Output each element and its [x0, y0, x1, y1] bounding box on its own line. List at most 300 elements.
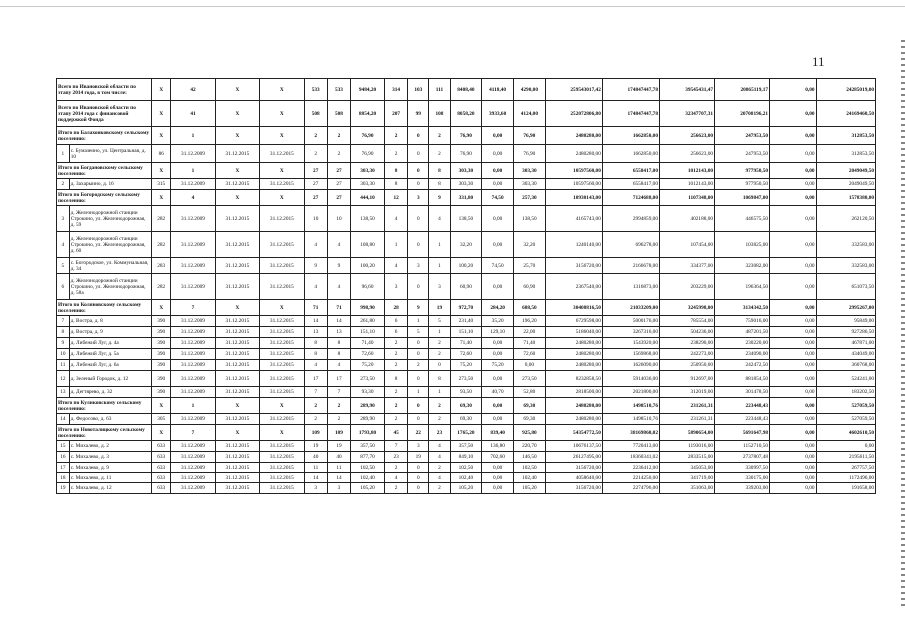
table-row [57, 441, 876, 452]
table-cell: 2 [327, 414, 350, 425]
table-cell: 759016,00 [715, 316, 770, 327]
table-cell: 31.12.2015 [260, 258, 304, 274]
table-cell: 5 [408, 327, 429, 338]
table-cell: 31.12.2009 [171, 274, 215, 300]
table-cell: 10597560,00 [545, 163, 602, 179]
table-cell: 7124688,00 [602, 190, 659, 206]
table-row [57, 274, 876, 300]
subtotal-label: Всего по Ивановской области по этапу 2014 года, в том числе: [57, 79, 152, 101]
table-cell: 0,00 [482, 145, 514, 163]
table-cell: 8 [304, 349, 327, 360]
table-cell: 8058,20 [450, 101, 482, 127]
table-cell: 256623,00 [659, 127, 714, 145]
table-cell: 0,00 [770, 190, 817, 206]
table-cell: 18360341,02 [602, 452, 659, 463]
table-row [57, 145, 876, 163]
table-cell: 977950,50 [715, 179, 770, 190]
table-cell: 31.12.2015 [260, 483, 304, 494]
table-cell: 651073,50 [816, 274, 875, 300]
table-cell: 45 [384, 425, 407, 441]
table-cell: 977950,50 [715, 163, 770, 179]
table-cell: Х [260, 398, 304, 414]
table-row [57, 360, 876, 371]
table-cell: 262120,50 [816, 206, 875, 232]
row-number: 8 [57, 327, 70, 338]
table-cell: 0,00 [816, 441, 875, 452]
table-cell: 31.12.2015 [215, 452, 259, 463]
table-cell: 27 [304, 190, 327, 206]
table-cell: 203229,00 [659, 274, 714, 300]
table-cell: 242273,00 [659, 349, 714, 360]
row-number: 15 [57, 441, 70, 452]
subtotal-label: Итого по Богородскому сельскому поселению: [57, 190, 152, 206]
address-cell: с. Михалево, д. 2 [69, 441, 152, 452]
table-cell: 72,60 [514, 349, 546, 360]
address-cell: с. Михалево, д. 9 [69, 463, 152, 473]
table-cell: 93,50 [450, 387, 482, 398]
table-cell: 0,00 [770, 316, 817, 327]
table-cell: 0,00 [482, 127, 514, 145]
table-cell: 14 [304, 473, 327, 483]
table-cell: 31.12.2009 [171, 349, 215, 360]
table-cell: 1107348,00 [659, 190, 714, 206]
table-cell: 1543920,00 [602, 338, 659, 349]
table-cell: 207 [384, 101, 407, 127]
table-cell: 31.12.2009 [171, 206, 215, 232]
table-cell: Х [260, 425, 304, 441]
table-cell: 1 [171, 163, 215, 179]
table-cell: 138,50 [351, 206, 385, 232]
table-cell: 2480280,00 [545, 349, 602, 360]
table-cell: 31.12.2015 [260, 473, 304, 483]
table-cell: 7 [304, 387, 327, 398]
table-cell: 527059,50 [816, 414, 875, 425]
table-cell: 108 [429, 101, 450, 127]
table-cell: 60,90 [514, 274, 546, 300]
table-cell: 2994859,00 [602, 206, 659, 232]
table-cell: 4 [429, 473, 450, 483]
table-cell: 345053,00 [659, 463, 714, 473]
table-cell: 31.12.2015 [260, 360, 304, 371]
table-cell: 357,50 [351, 441, 385, 452]
table-cell: 75,20 [450, 360, 482, 371]
table-cell: 314 [384, 79, 407, 101]
table-cell: 20865119,17 [715, 79, 770, 101]
table-cell: 1012143,00 [659, 179, 714, 190]
table-cell: 3 [429, 274, 450, 300]
table-cell: 1 [384, 232, 407, 258]
table-cell: 0,00 [770, 452, 817, 463]
table-cell: 11 [304, 463, 327, 473]
table-cell: 31.12.2009 [171, 360, 215, 371]
row-number: 6 [57, 274, 70, 300]
table-cell: 2 [304, 398, 327, 414]
row-number: 16 [57, 452, 70, 463]
table-cell: 0,00 [482, 398, 514, 414]
table-cell: 129,10 [482, 327, 514, 338]
table-cell: 4 [327, 360, 350, 371]
table-cell: 0,00 [770, 127, 817, 145]
table-cell: 402188,00 [659, 206, 714, 232]
table-cell: 785554,00 [659, 316, 714, 327]
table-cell: 102,40 [351, 473, 385, 483]
table-cell: 42 [171, 79, 215, 101]
table-cell: 52,80 [514, 387, 546, 398]
table-cell: 8 [429, 179, 450, 190]
table-cell: 71 [304, 300, 327, 316]
table-cell: 0,00 [770, 483, 817, 494]
table-cell: 2 [384, 349, 407, 360]
table-cell: 151,10 [351, 327, 385, 338]
table-cell: 2367540,00 [545, 274, 602, 300]
table-cell: 282 [152, 232, 171, 258]
table-cell: 138,50 [514, 206, 546, 232]
table-cell: 2 [429, 483, 450, 494]
table-cell: 76,90 [514, 145, 546, 163]
table-cell: 31.12.2015 [215, 179, 259, 190]
table-cell: 32347707,31 [659, 101, 714, 127]
table-cell: Х [260, 127, 304, 145]
table-cell: 8 [429, 163, 450, 179]
table-cell: 31.12.2015 [260, 452, 304, 463]
table-cell: 6558417,00 [602, 163, 659, 179]
table-cell: 10 [304, 206, 327, 232]
table-cell: 174847447,78 [602, 79, 659, 101]
table-cell: 25,70 [514, 258, 546, 274]
table-cell: 151,10 [450, 327, 482, 338]
table-cell: 24285019,00 [816, 79, 875, 101]
table-cell: 8232858,50 [545, 371, 602, 387]
table-cell: 3 [408, 190, 429, 206]
table-cell: 103825,00 [715, 232, 770, 258]
table-cell: 0,00 [482, 483, 514, 494]
table-cell: 102,40 [514, 473, 546, 483]
table-cell: 31.12.2015 [215, 327, 259, 338]
table-cell: 259543017,42 [545, 79, 602, 101]
row-number: 12 [57, 371, 70, 387]
table-cell: 487201,50 [715, 327, 770, 338]
table-cell: 14 [327, 473, 350, 483]
table-cell: 390 [152, 349, 171, 360]
table-cell: 8854,20 [351, 101, 385, 127]
table-cell: Х [215, 425, 259, 441]
table-cell: 2 [429, 398, 450, 414]
table-cell: 0 [408, 127, 429, 145]
table-cell: 0 [408, 349, 429, 360]
table-cell: 31.12.2015 [215, 483, 259, 494]
table-cell: 5 [429, 316, 450, 327]
table-cell: 0 [408, 179, 429, 190]
table-cell: 0,00 [482, 371, 514, 387]
table-cell: 0,00 [770, 300, 817, 316]
table-cell: 303,30 [351, 163, 385, 179]
table-cell: 1498510,76 [602, 414, 659, 425]
row-number: 3 [57, 206, 70, 232]
table-cell: 3245998,00 [659, 300, 714, 316]
table-cell: 191658,00 [816, 483, 875, 494]
table-cell: 0,00 [482, 163, 514, 179]
table-cell: 2 [429, 338, 450, 349]
table-cell: 5890654,00 [659, 425, 714, 441]
table-cell: 146,50 [514, 452, 546, 463]
table-cell: 4 [429, 452, 450, 463]
table-cell: 31.12.2015 [260, 387, 304, 398]
table-cell: Х [152, 398, 171, 414]
table-cell: 72,60 [351, 349, 385, 360]
table-cell: 12 [384, 190, 407, 206]
table-cell: 6558417,00 [602, 179, 659, 190]
table-cell: 332583,00 [816, 232, 875, 258]
address-cell: д. Железнодорожной станции Строкино, ул. Железнодорожная, д. 60 [69, 232, 152, 258]
table-cell: 877,70 [351, 452, 385, 463]
table-cell: 31.12.2015 [260, 327, 304, 338]
table-cell: 24169460,50 [816, 101, 875, 127]
table-cell: 14 [327, 316, 350, 327]
table-cell: 223448,43 [715, 398, 770, 414]
table-cell: 303,30 [351, 179, 385, 190]
table-cell: 696278,00 [602, 232, 659, 258]
table-cell: 334377,00 [659, 258, 714, 274]
table-cell: 1 [429, 258, 450, 274]
address-cell: с. Михалево, д. 3 [69, 452, 152, 463]
table-cell: 223448,43 [715, 414, 770, 425]
table-cell: 3 [327, 483, 350, 494]
table-cell: 174847447,78 [602, 101, 659, 127]
table-cell: 4 [384, 473, 407, 483]
table-cell: 0 [408, 473, 429, 483]
address-cell: д. Железнодорожной станции Строкино, ул. Железнодорожная, д. 58а [69, 274, 152, 300]
table-row [57, 414, 876, 425]
table-row [57, 463, 876, 473]
table-cell: 31.12.2015 [260, 206, 304, 232]
table-cell: Х [215, 300, 259, 316]
table-cell: 312019,00 [659, 387, 714, 398]
row-number: 17 [57, 463, 70, 473]
row-number: 2 [57, 179, 70, 190]
table-cell: 0,00 [770, 360, 817, 371]
table-cell: 41 [171, 101, 215, 127]
table-cell: 0,00 [482, 206, 514, 232]
table-row [57, 349, 876, 360]
table-cell: 2737807,48 [715, 452, 770, 463]
table-cell: 283 [152, 258, 171, 274]
table-cell: 31.12.2009 [171, 232, 215, 258]
table-cell: 390 [152, 387, 171, 398]
table-cell: 2 [304, 127, 327, 145]
table-cell: 0,00 [482, 274, 514, 300]
table-cell: Х [152, 190, 171, 206]
table-cell: 2480280,00 [545, 145, 602, 163]
table-cell: 38169860,02 [602, 425, 659, 441]
table-row [57, 473, 876, 483]
row-number: 9 [57, 338, 70, 349]
table-row [57, 232, 876, 258]
table-cell: 2 [429, 127, 450, 145]
table-cell: 74,50 [482, 258, 514, 274]
table-cell: 2195611,50 [816, 452, 875, 463]
table-cell: 912697,00 [659, 371, 714, 387]
table-cell: 282 [152, 274, 171, 300]
table-cell: 8 [384, 371, 407, 387]
table-cell: 1662850,00 [602, 145, 659, 163]
table-cell: 17 [304, 371, 327, 387]
table-cell: 31.12.2015 [260, 371, 304, 387]
table-cell: 267757,50 [816, 463, 875, 473]
table-cell: 0 [429, 360, 450, 371]
table-cell: 330997,50 [715, 463, 770, 473]
table-cell: 0,00 [770, 371, 817, 387]
table-cell: 71,40 [514, 338, 546, 349]
table-cell: 4 [429, 206, 450, 232]
table-row [57, 371, 876, 387]
table-cell: 5000176,00 [602, 316, 659, 327]
table-cell: 20708196,21 [715, 101, 770, 127]
table-row [57, 179, 876, 190]
table-cell: 1626090,00 [602, 360, 659, 371]
table-cell: 2 [327, 145, 350, 163]
subtotal-label: Итого по Куликовскому сельскому поселению: [57, 398, 152, 414]
table-cell: 2 [304, 414, 327, 425]
table-cell: 633 [152, 473, 171, 483]
address-cell: д. Либежий Луг, д. 5а [69, 349, 152, 360]
table-cell: 0 [408, 483, 429, 494]
table-cell: 31.12.2009 [171, 371, 215, 387]
table-cell: 2 [327, 127, 350, 145]
table-cell: 3134342,50 [715, 300, 770, 316]
table-cell: 22 [408, 425, 429, 441]
table-cell: 30408816,50 [545, 300, 602, 316]
table-cell: 31.12.2009 [171, 145, 215, 163]
table-row [57, 452, 876, 463]
table-cell: Х [260, 79, 304, 101]
table-row [57, 316, 876, 327]
table-cell: 10597560,00 [545, 179, 602, 190]
table-cell: 2274796,00 [602, 483, 659, 494]
table-cell: Х [260, 300, 304, 316]
table-cell: 105,20 [351, 483, 385, 494]
table-cell: 351063,00 [659, 483, 714, 494]
table-row [57, 387, 876, 398]
table-cell: 31.12.2015 [260, 463, 304, 473]
table-cell: 0,00 [770, 473, 817, 483]
table-cell: 444,10 [351, 190, 385, 206]
table-cell: 102,40 [450, 473, 482, 483]
table-cell: 1069847,00 [715, 190, 770, 206]
table-cell: 31.12.2015 [260, 441, 304, 452]
table-cell: 2049049,50 [816, 179, 875, 190]
table-cell: 31.12.2015 [260, 414, 304, 425]
table-cell: 32,20 [450, 232, 482, 258]
table-cell: 31.12.2015 [215, 414, 259, 425]
table-cell: 31.12.2015 [260, 338, 304, 349]
table-cell: 282 [152, 206, 171, 232]
table-cell: 257,30 [514, 190, 546, 206]
table-subtotal-row [57, 425, 876, 441]
table-cell: 109 [304, 425, 327, 441]
table-cell: 3933,60 [482, 101, 514, 127]
table-cell: 96,60 [351, 274, 385, 300]
table-cell: 524241,00 [816, 371, 875, 387]
table-cell: 1 [429, 327, 450, 338]
table-cell: 4118,40 [482, 79, 514, 101]
table-cell: 2 [429, 349, 450, 360]
table-cell: Х [215, 127, 259, 145]
table-cell: 7 [327, 387, 350, 398]
table-cell: 2 [384, 127, 407, 145]
table-cell: 76,90 [450, 127, 482, 145]
table-cell: 76,90 [351, 145, 385, 163]
table-cell: Х [152, 79, 171, 101]
table-cell: 19 [327, 441, 350, 452]
table-cell: 31.12.2015 [260, 349, 304, 360]
table-cell: 2021800,00 [602, 387, 659, 398]
table-cell: 1012143,00 [659, 163, 714, 179]
table-cell: 0,00 [770, 414, 817, 425]
table-cell: 31.12.2009 [171, 327, 215, 338]
table-cell: Х [260, 163, 304, 179]
housing-program-table [56, 78, 876, 494]
table-cell: 2 [384, 414, 407, 425]
table-cell: 31.12.2015 [215, 274, 259, 300]
table-cell: 76,90 [450, 145, 482, 163]
table-cell: 972,70 [450, 300, 482, 316]
table-cell: 0,00 [770, 463, 817, 473]
address-cell: с. Богородское, ул. Коммунальная, д. 34 [69, 258, 152, 274]
table-cell: 10930143,00 [545, 190, 602, 206]
table-cell: 0,00 [482, 232, 514, 258]
table-cell: 6 [384, 327, 407, 338]
table-cell: 230220,00 [715, 338, 770, 349]
table-cell: 5691647,98 [715, 425, 770, 441]
table-cell: 31.12.2015 [260, 316, 304, 327]
table-cell: 446575,50 [715, 206, 770, 232]
table-cell: 69,30 [450, 414, 482, 425]
table-cell: Х [152, 101, 171, 127]
table-cell: 7 [171, 300, 215, 316]
table-cell: 0,00 [770, 258, 817, 274]
subtotal-label: Итого по Балахонковскому сельскому поселению: [57, 127, 152, 145]
table-cell: Х [152, 127, 171, 145]
address-cell: д. Востра, д. 9 [69, 327, 152, 338]
table-cell: 2 [429, 145, 450, 163]
table-cell: 31.12.2015 [215, 145, 259, 163]
table-cell: 23 [384, 452, 407, 463]
table-cell: 0,00 [482, 349, 514, 360]
table-cell: 0,00 [482, 473, 514, 483]
table-cell: 238290,00 [659, 338, 714, 349]
address-cell: д. Востра, д. 8 [69, 316, 152, 327]
table-cell: 927286,50 [816, 327, 875, 338]
table-cell: 8 [429, 371, 450, 387]
table-cell: 231,40 [450, 316, 482, 327]
table-cell: 4 [304, 360, 327, 371]
table-cell: 301478,50 [715, 387, 770, 398]
table-cell: 60,90 [450, 274, 482, 300]
table-cell: 31.12.2009 [171, 387, 215, 398]
table-cell: 533 [304, 79, 327, 101]
table-cell: 2480280,00 [545, 338, 602, 349]
table-cell: 4124,00 [514, 101, 546, 127]
table-cell: 390 [152, 360, 171, 371]
table-cell: 31.12.2009 [171, 441, 215, 452]
top-rule [0, 6, 905, 7]
table-cell: 102,50 [514, 463, 546, 473]
table-cell: 196,20 [514, 316, 546, 327]
table-cell: 0,00 [770, 274, 817, 300]
table-cell: 31.12.2015 [215, 338, 259, 349]
table-cell: 312853,50 [816, 127, 875, 145]
table-cell: 0,00 [770, 387, 817, 398]
